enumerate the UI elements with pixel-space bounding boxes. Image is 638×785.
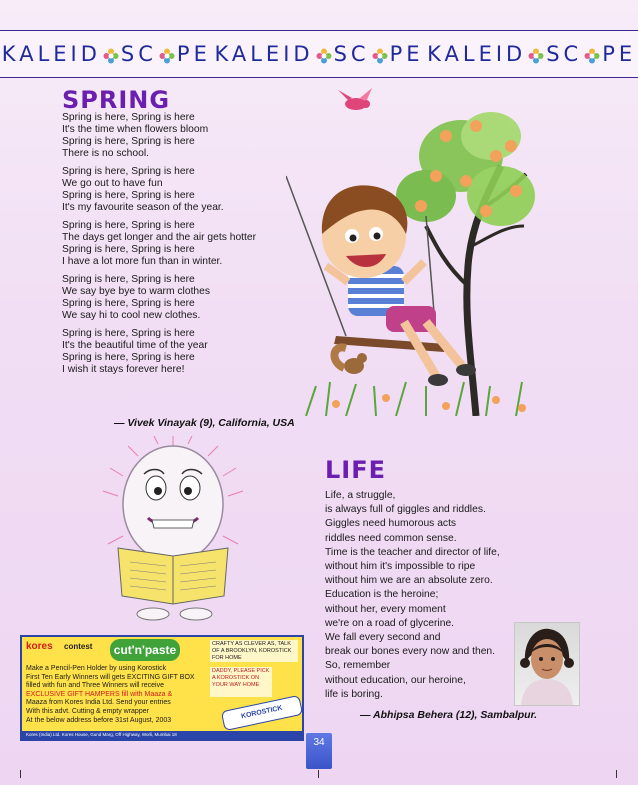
life-title: LIFE [325, 456, 387, 484]
korostick-glue-icon: KOROSTICK [221, 695, 303, 731]
poem-line: without her, every moment [325, 603, 446, 615]
author-photo [514, 622, 580, 706]
poem-line: break our bones every now and then. [325, 646, 496, 658]
poem-line: Education is the heroine; [325, 589, 439, 601]
poem-line: Life, a struggle, [325, 490, 396, 501]
poem-line: It's the time when flowers bloom [62, 124, 209, 135]
squirrel-icon [334, 347, 367, 374]
flower-icon [316, 48, 332, 64]
poem-line: It's my favourite season of the year. [62, 202, 224, 213]
poem-line: life is boring. [325, 688, 383, 700]
poem-line: We say bye bye to warm clothes [62, 286, 211, 297]
poem-line: Spring is here, Spring is here [62, 136, 195, 147]
banner-word: KALEID SC PE [214, 42, 424, 66]
kores-contest-advertisement[interactable] [20, 635, 304, 741]
ad-footer-address: Kores (India) Ltd. Kores House, Gund Marg, Off Highway, Worli, Mumbai 18 [22, 731, 302, 739]
flower-icon [528, 48, 544, 64]
life-author-credit: — Abhipsa Behera (12), Sambalpur. [360, 709, 537, 721]
ad-line: At the below address before 31st August, 2003 [26, 716, 172, 724]
ad-line: First Ten Early Winners will gets EXCITING GIFT BOX [26, 673, 195, 681]
poem-line: Spring is here, Spring is here [62, 298, 195, 309]
banner-word: KALEID SC PE [427, 42, 637, 66]
poem-line: Time is the teacher and director of life, [325, 546, 500, 558]
cut-n-paste-logo: cut'n'paste [110, 639, 180, 661]
poem-line: Spring is here, Spring is here [62, 166, 195, 177]
poem-stanza [62, 112, 312, 160]
ad-line: With this advt. Cutting & empty wrapper [26, 707, 149, 715]
ad-line: Make a Pencil-Pen Holder by using Korostick [26, 665, 167, 672]
flower-icon [159, 48, 175, 64]
poem-stanza [62, 328, 312, 376]
poem-line: So, remember [325, 660, 391, 672]
poem-line: We go out to have fun [62, 178, 163, 189]
poem-stanza [62, 166, 312, 214]
poem-line: Spring is here, Spring is here [62, 112, 195, 123]
boy-on-swing-illustration [286, 86, 536, 416]
flower-icon [103, 48, 119, 64]
ad-speech-bubble: CRAFTY AS CLEVER AS, TALK OF A BROOKLYN, KOROSTICK FOR HOME [210, 640, 298, 662]
crop-mark [616, 770, 617, 778]
life-poem [325, 489, 525, 702]
poem-line: I wish it stays forever here! [62, 364, 185, 375]
poem-line: without him it's impossible to ripe [325, 561, 476, 573]
ad-contest-label: contest [64, 642, 93, 651]
poem-line: Spring is here, Spring is here [62, 274, 195, 285]
poem-line: without education, our heroine, [325, 674, 466, 686]
flower-icon [372, 48, 388, 64]
poem-line: Spring is here, Spring is here [62, 352, 195, 363]
poem-line: There is no school. [62, 148, 149, 159]
bird-icon [338, 88, 372, 110]
poem-line: riddles need common sense. [325, 532, 457, 544]
crop-mark [318, 770, 319, 778]
poem-line: Spring is here, Spring is here [62, 328, 195, 339]
page-number: 34 [306, 733, 332, 769]
poem-line: we're on a road of glycerine. [325, 617, 455, 629]
poem-stanza [62, 220, 312, 268]
ad-line: filled with fun and Three Winners will receive [26, 682, 164, 690]
poem-line: is always full of giggles and riddles. [325, 504, 486, 516]
poem-line: Giggles need humorous acts [325, 518, 457, 530]
flower-icon [584, 48, 600, 64]
poem-line: We say hi to cool new clothes. [62, 310, 201, 321]
reading-character-illustration [98, 436, 248, 622]
kores-logo: kores [26, 641, 53, 652]
poem-line: The days get longer and the air gets hotter [62, 232, 257, 243]
ad-body-text [26, 665, 204, 725]
spring-poem [62, 112, 312, 382]
girl-portrait-icon [515, 623, 579, 705]
poem-line: Spring is here, Spring is here [62, 190, 195, 201]
poem-stanza [62, 274, 312, 322]
poem-line: without him we are an absolute zero. [325, 575, 493, 587]
ad-speech-bubble-2: DADDY, PLEASE PICK A KOROSTICK ON YOUR WAY HOME [210, 667, 272, 697]
ad-line: EXCLUSIVE GIFT HAMPERS fill with Maaza & [26, 690, 173, 698]
poem-line: Spring is here, Spring is here [62, 220, 195, 231]
banner-word: KALEID SC PE [1, 42, 211, 66]
poem-line: It's the beautiful time of the year [62, 340, 208, 351]
spring-author-credit: — Vivek Vinayak (9), California, USA [114, 417, 295, 429]
crop-mark [20, 770, 21, 778]
poem-line: I have a lot more fun than in winter. [62, 256, 223, 267]
ad-line: Maaza from Kores India Ltd. Send your entries [26, 699, 171, 707]
spring-title: SPRING [62, 86, 171, 114]
kaleidoscope-banner [0, 30, 638, 78]
poem-line: We fall every second and [325, 632, 441, 644]
poem-line: Spring is here, Spring is here [62, 244, 195, 255]
